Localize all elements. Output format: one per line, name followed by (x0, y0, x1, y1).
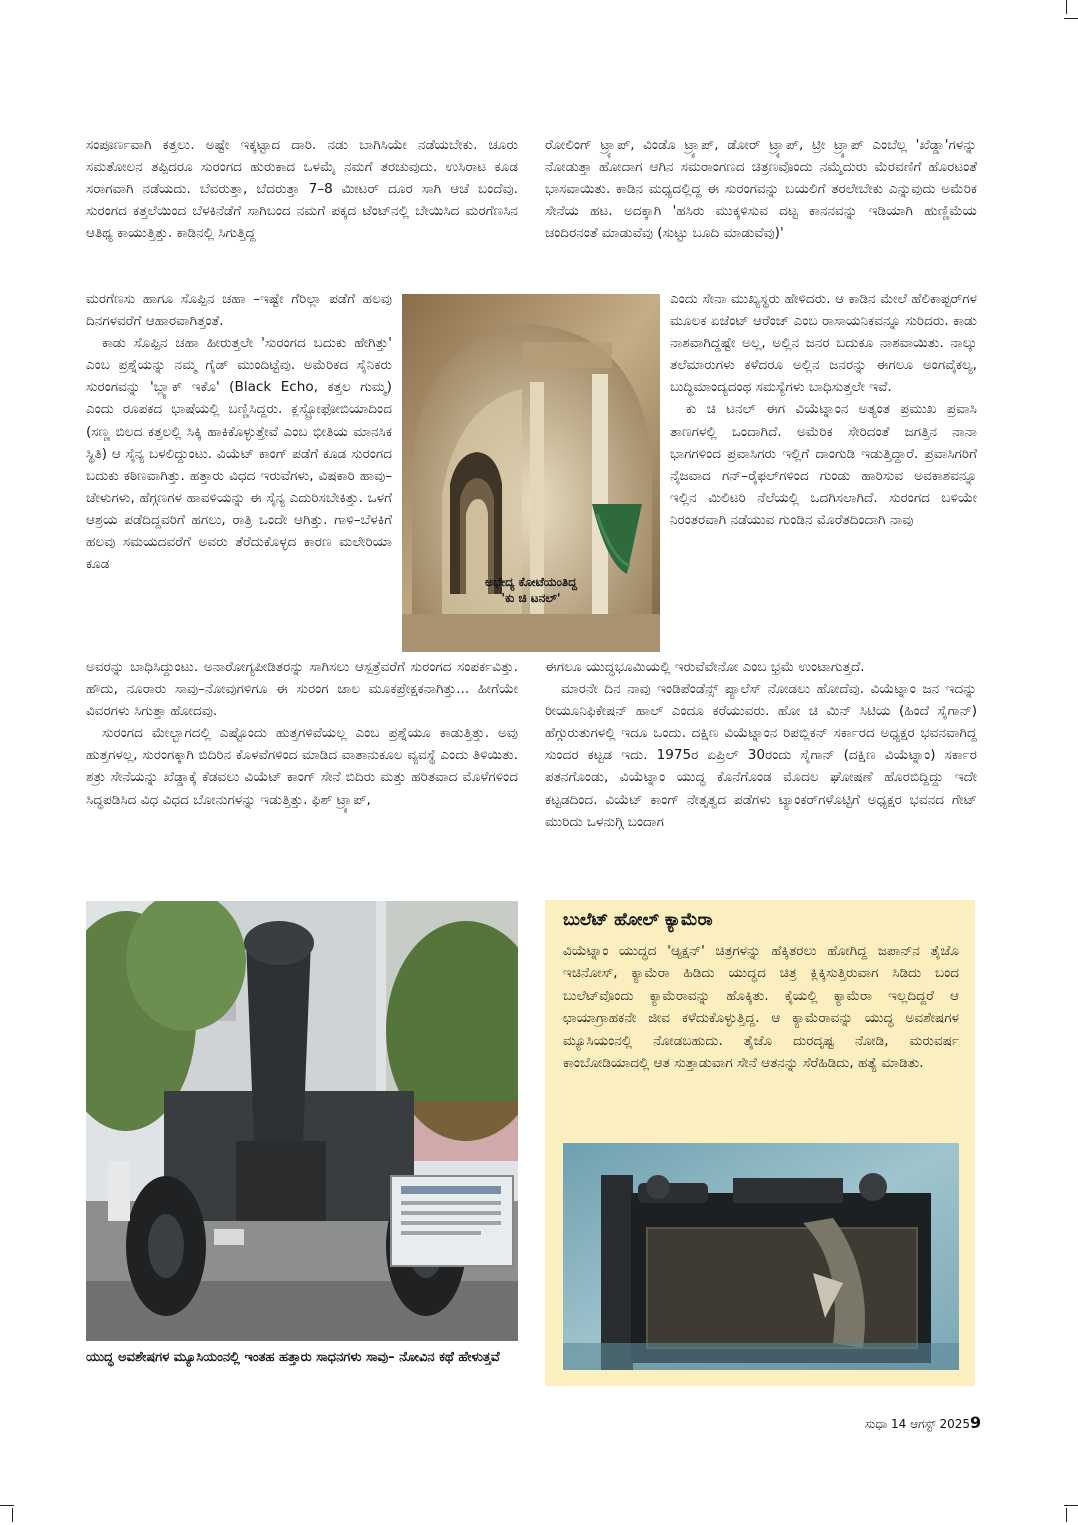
paragraph: ಮಾರನೇ ದಿನ ನಾವು ಇಂಡಿಪೆಂಡೆನ್ಸ್ ಪ್ಯಾಲೆಸ್ ನೋಡಲು ಹೋದೆವು. ವಿಯೆಟ್ನಾಂ ಜನ ಇದನ್ನು ರೀಯೂನಿಫಿಕೇಷನ್ ಹಾಲ್ ಎಂದೂ ಕರೆಯುವರು. ಹೋ ಚಿ ಮಿನ್ ಸಿಟಿಯ (ಹಿಂದೆ ಸೈಗಾನ್) ಹೆಗ್ಗುರುತುಗಳಲ್ಲಿ ಇದೂ ಒಂದು. ದಕ್ಷಿಣ ವಿಯೆಟ್ನಾಂನ ರಿಪಬ್ಲಿಕನ್ ಸರ್ಕಾರದ ಅಧ್ಯಕ್ಷರ ಭವನವಾಗಿದ್ದ ಸುಂದರ ಕಟ್ಟಡ ಇದು. 1975ರ ಏಪ್ರಿಲ್ 30ರಂದು ಸೈಗಾನ್ (ದಕ್ಷಿಣ ವಿಯೆಟ್ನಾಂ) ಸರ್ಕಾರ ಪತನಗೊಂಡು, ವಿಯೆಟ್ನಾಂ ಯುದ್ಧ ಕೊನೆಗೊಂಡ ಮೊದಲ ಘೋಷಣೆ ಹೊರಬಿದ್ದಿದ್ದು ಇದೇ ಕಟ್ಟಡದಿಂದ. ವಿಯೆಟ್ ಕಾಂಗ್ ನೇತೃತ್ವದ ಪಡೆಗಳು ಟ್ಯಾಂಕರ್‌ಗಳೊಟ್ಟಿಗೆ ಅಧ್ಯಕ್ಷರ ಭವನದ ಗೇಟ್ ಮುರಿದು ಒಳನುಗ್ಗಿ ಬಂದಾಗ (545, 681, 977, 830)
right-column-top (545, 134, 977, 244)
crop-mark (1064, 1505, 1078, 1506)
left-column-bottom (86, 656, 518, 811)
crop-mark (1066, 1508, 1067, 1522)
caption-line: ಅಭೇದ್ಯ ಕೋಟೆಯಂತಿದ್ದ (485, 575, 577, 589)
paragraph: ಮರಗೆಣಸು ಹಾಗೂ ಸೊಪ್ಪಿನ ಚಹಾ –ಇಷ್ಟೇ ಗೆರಿಲ್ಲಾ ಪಡೆಗೆ ಹಲವು ದಿನಗಳವರೆಗೆ ಆಹಾರವಾಗಿತ್ತಂತೆ. (86, 291, 392, 330)
camera-photo (563, 1143, 959, 1370)
right-column-bottom (545, 656, 977, 833)
page-number: 9 (970, 1413, 982, 1432)
bullet-hole-camera-sidebar (545, 900, 975, 1386)
paragraph: ಎಂದು ಸೇನಾ ಮುಖ್ಯಸ್ಥರು ಹೇಳಿದರು. ಆ ಕಾಡಿನ ಮೇಲೆ ಹೆಲಿಕಾಪ್ಟರ್‌ಗಳ ಮೂಲಕ ಏಜೆಂಟ್ ಆರೆಂಜ್ ಎಂಬ ರಾಸಾಯನಿಕವನ್ನೂ ಸುರಿದರು. ಕಾಡು ನಾಶವಾಗಿದ್ದಷ್ಟೇ ಅಲ್ಲ, ಅಲ್ಲಿನ ಜನರ ಬದುಕೂ ನಾಶವಾಯಿತು. ನಾಲ್ಕು ತಲೆಮಾರುಗಳು ಕಳೆದರೂ ಅಲ್ಲಿನ ಜನರನ್ನು ಈಗಲೂ ಅಂಗವೈಕಲ್ಯ, ಬುದ್ಧಿಮಾಂದ್ಯದಂಥ ಸಮಸ್ಯೆಗಳು ಬಾಧಿಸುತ್ತಲೇ ಇವೆ. (670, 291, 977, 396)
left-column-mid (86, 288, 392, 575)
caption-line: 'ಕು ಚಿ ಟನಲ್' (501, 591, 561, 605)
paragraph: ಈಗಲೂ ಯುದ್ಧಭೂಮಿಯಲ್ಲಿ ಇರುವೆವೇನೋ ಎಂಬ ಭ್ರಮೆ ಉಂಟಾಗುತ್ತದೆ. (545, 659, 865, 675)
camera-illustration (563, 1143, 959, 1370)
paragraph: ಕು ಚಿ ಟನಲ್ ಈಗ ವಿಯೆಟ್ನಾಂನ ಅತ್ಯಂತ ಪ್ರಮುಖ ಪ್ರವಾಸಿ ತಾಣಗಳಲ್ಲಿ ಒಂದಾಗಿದೆ. ಅಮೆರಿಕ ಸೇರಿದಂತೆ ಜಗತ್ತಿನ ನಾನಾ ಭಾಗಗಳಿಂದ ಪ್ರವಾಸಿಗರು ಇಲ್ಲಿಗೆ ದಾಂಗುಡಿ ಇಡುತ್ತಿದ್ದಾರೆ. ಪ್ರವಾಸಿಗರಿಗೆ ನೈಜವಾದ ಗನ್–ರೈಫಲ್‌ಗಳಿಂದ ಗುಂಡು ಹಾರಿಸುವ ಅವಕಾಶವನ್ನೂ ಇಲ್ಲಿನ ಮಿಲಿಟರಿ ನೆಲೆಯಲ್ಲಿ ಒದಗಿಸಲಾಗಿದೆ. ಸುರಂಗದ ಬಳಿಯೇ ನಿರಂತರವಾಗಿ ನಡೆಯುವ ಗುಂಡಿನ ಮೊರೆತದಿಂದಾಗಿ ನಾವು (670, 401, 977, 528)
sidebar-text: ವಿಯೆಟ್ನಾಂ ಯುದ್ಧದ 'ಆ್ಯಕ್ಷನ್' ಚಿತ್ರಗಳನ್ನು ಹೆಕ್ಕಿತರಲು ಹೋಗಿದ್ದ ಜಪಾನ್‌ನ ತೈಜೊ ಇಚಿನೋಸ್, ಕ್ಯಾಮೆರಾ ಹಿಡಿದು ಯುದ್ಧದ ಚಿತ್ರ ಕ್ಲಿಕ್ಕಿಸುತ್ತಿರುವಾಗ ಸಿಡಿದು ಬಂದ ಬುಲೆಟ್‌ವೊಂದು ಕ್ಯಾಮೆರಾವನ್ನು ಹೊಕ್ಕಿತು. ಕೈಯಲ್ಲಿ ಕ್ಯಾಮೆರಾ ಇಲ್ಲದಿದ್ದರೆ ಆ ಛಾಯಾಗ್ರಾಹಕನೇ ಜೀವ ಕಳೆದುಕೊಳ್ಳುತ್ತಿದ್ದ. ಆ ಕ್ಯಾಮೆರಾವನ್ನು ಯುದ್ಧ ಅವಶೇಷಗಳ ಮ್ಯೂಸಿಯಂನಲ್ಲಿ ನೋಡಬಹುದು. ತೈಜೊ ದುರದೃಷ್ಟ ನೋಡಿ, ಮರುವರ್ಷ ಕಾಂಬೋಡಿಯಾದಲ್ಲಿ ಆತ ಸುತ್ತಾಡುವಾಗ ಸೇನೆ ಆತನನ್ನು ಸೆರೆಹಿಡಿದು, ಹತ್ಯೆ ಮಾಡಿತು. (563, 943, 959, 1072)
left-column-top (86, 134, 518, 244)
artillery-photo-caption: ಯುದ್ಧ ಅವಶೇಷಗಳ ಮ್ಯೂಸಿಯಂನಲ್ಲಿ ಇಂತಹ ಹತ್ತಾರು ಸಾಧನಗಳು ಸಾವು– ನೋವಿನ ಕಥೆ ಹೇಳುತ್ತವೆ (86, 1350, 500, 1365)
tunnel-photo (402, 294, 660, 652)
howitzer-illustration (86, 901, 518, 1341)
paragraph: ರೋಲಿಂಗ್ ಟ್ರ್ಯಾಪ್, ವಿಂಡೊ ಟ್ರ್ಯಾಪ್, ಡೋರ್ ಟ್ರ್ಯಾಪ್, ಟ್ರೀ ಟ್ರ್ಯಾಪ್ ಎಂಬೆಲ್ಲ 'ಖೆಡ್ಡಾ'ಗಳನ್ನು ನೋಡುತ್ತಾ ಹೋದಾಗ ಆಗಿನ ಸಮರಾಂಗಣದ ಚಿತ್ರಣವೊಂದು ನಮ್ಮೆದುರು ಮೆರವಣಿಗೆ ಹೊರಟಂತೆ ಭಾಸವಾಯಿತು. ಕಾಡಿನ ಮಧ್ಯದಲ್ಲಿದ್ದ ಈ ಸುರಂಗವನ್ನು ಬಯಲಿಗೆ ತರಲೇಬೇಕು ಎನ್ನುವುದು ಅಮೆರಿಕ ಸೇನೆಯ ಹಟ. ಅದಕ್ಕಾಗಿ 'ಹಸಿರು ಮುಕ್ಕಳಿಸುವ ದಟ್ಟ ಕಾನನವನ್ನು ಇಡಿಯಾಗಿ ಹುಣ್ಣಿಮೆಯ ಚಂದಿರನಂತೆ ಮಾಡುವೆವು (ಸುಟ್ಟು ಬೂದಿ ಮಾಡುವೆವು)' (545, 137, 977, 242)
magazine-footer: ಸುಧಾ 14 ಆಗಸ್ಟ್ 2025 (865, 1417, 970, 1431)
tunnel-photo-caption (402, 574, 660, 606)
paragraph: ಸಂಪೂರ್ಣವಾಗಿ ಕತ್ತಲು. ಅಷ್ಟೇ ಇಕ್ಕಟ್ಟಾದ ದಾರಿ. ನಡು ಬಾಗಿಸಿಯೇ ನಡೆಯಬೇಕು. ಚೂರು ಸಮತೋಲನ ತಪ್ಪಿದರೂ ಸುರಂಗದ ಹುರುಕಾದ ಒಳಮೈ ನಮಗೆ ತರಚುವುದು. ಉಸಿರಾಟ ಕೂಡ ಸರಾಗವಾಗಿ ನಡೆಯದು. ಬೆವರುತ್ತಾ, ಬೆದರುತ್ತಾ 7–8 ಮೀಟರ್ ದೂರ ಸಾಗಿ ಆಚೆ ಬಂದೆವು. ಸುರಂಗದ ಕತ್ತಲೆಯಿಂದ ಬೆಳಕಿನೆಡೆಗೆ ಸಾಗಿಬಂದ ನಮಗೆ ಪಕ್ಕದ ಟೆಂಟ್‌ನಲ್ಲಿ ಬೇಯಿಸಿದ ಮರಗೆಣಸಿನ ಆತಿಥ್ಯ ಕಾಯುತ್ತಿತ್ತು. ಕಾಡಿನಲ್ಲಿ ಸಿಗುತ್ತಿದ್ದ (86, 137, 518, 242)
paragraph: ಕಾಡು ಸೊಪ್ಪಿನ ಚಹಾ ಹೀರುತ್ತಲೇ 'ಸುರಂಗದ ಬದುಕು ಹೇಗಿತ್ತು' ಎಂಬ ಪ್ರಶ್ನೆಯನ್ನು ನಮ್ಮ ಗೈಡ್ ಮುಂದಿಟ್ಟೆವು. ಅಮೆರಿಕದ ಸೈನಿಕರು ಸುರಂಗವನ್ನು 'ಬ್ಲ್ಯಾಕ್ ಇಕೊ' (Black Echo, ಕತ್ತಲ ಗುಮ್ಮ) ಎಂದು ರೂಪಕದ ಭಾಷೆಯಲ್ಲಿ ಬಣ್ಣಿಸಿದ್ದರು. ಕ್ಲಸ್ಟ್ರೋಫೋಬಿಯಾದಿಂದ (ಸಣ್ಣ ಬಿಲದ ಕತ್ತಲಲ್ಲಿ ಸಿಕ್ಕಿ ಹಾಕಿಕೊಳ್ಳುತ್ತೇವೆ ಎಂಬ ಭೀತಿಯ ಮಾನಸಿಕ ಸ್ಥಿತಿ) ಆ ಸೈನ್ಯ ಬಳಲಿದ್ದುಂಟು. ವಿಯೆಟ್ ಕಾಂಗ್ ಪಡೆಗೆ ಕೂಡ ಸುರಂಗದ ಬದುಕು ಕಠಿಣವಾಗಿತ್ತು. ಹತ್ತಾರು ವಿಧದ ಇರುವೆಗಳು, ವಿಷಕಾರಿ ಹಾವು–ಚೇಳುಗಳು, ಹೆಗ್ಗಣಗಳ ಹಾವಳಿಯನ್ನು ಈ ಸೈನ್ಯ ಎದುರಿಸಬೇಕಿತ್ತು. ಒಳಗೆ ಆಶ್ರಯ ಪಡೆದಿದ್ದವರಿಗೆ ಹಗಲು, ರಾತ್ರಿ ಒಂದೇ ಆಗಿತ್ತು. ಗಾಳಿ–ಬೆಳಕಿಗೆ ಹಲವು ಸಮಯದವರೆಗೆ ಅವರು ತೆರೆದುಕೊಳ್ಳದ ಕಾರಣ ಮಲೇರಿಯಾ ಕೂಡ (86, 335, 392, 573)
paragraph: ಅವರನ್ನು ಬಾಧಿಸಿದ್ದುಂಟು. ಅನಾರೋಗ್ಯಪೀಡಿತರನ್ನು ಸಾಗಿಸಲು ಆಸ್ಪತ್ರೆವರೆಗೆ ಸುರಂಗದ ಸಂಪರ್ಕವಿತ್ತು. ಹೌದು, ನೂರಾರು ಸಾವು–ನೋವುಗಳಿಗೂ ಈ ಸುರಂಗ ಜಾಲ ಮೂಕಪ್ರೇಕ್ಷಕನಾಗಿತ್ತು... ಹೀಗೆಯೇ ವಿವರಗಳು ಸಿಗುತ್ತಾ ಹೋದವು. (86, 659, 518, 720)
crop-mark (1064, 18, 1078, 19)
right-column-mid (670, 288, 977, 531)
sidebar-title: ಬುಲೆಟ್ ಹೋಲ್ ಕ್ಯಾಮೆರಾ (563, 910, 713, 930)
paragraph: ಸುರಂಗದ ಮೇಲ್ಭಾಗದಲ್ಲಿ ಎಷ್ಟೊಂದು ಹುತ್ತಗಳಿವೆಯಲ್ಲ ಎಂಬ ಪ್ರಶ್ನೆಯೂ ಕಾಡುತ್ತಿತ್ತು. ಅವು ಹುತ್ತಗಳಲ್ಲ, ಸುರಂಗಕ್ಕಾಗಿ ಬಿದಿರಿನ ಕೊಳವೆಗಳಿಂದ ಮಾಡಿದ ವಾತಾನುಕೂಲ ವ್ಯವಸ್ಥೆ ಎಂದು ತಿಳಿಯಿತು. ಶತ್ರು ಸೇನೆಯನ್ನು ಖೆಡ್ಡಾಕ್ಕೆ ಕೆಡವಲು ವಿಯೆಟ್ ಕಾಂಗ್ ಸೇನೆ ಬಿದಿರು ಮತ್ತು ಹರಿತವಾದ ಮೊಳೆಗಳಿಂದ ಸಿದ್ಧಪಡಿಸಿದ ವಿಧ ವಿಧದ ಬೋನುಗಳನ್ನು ಇಡುತ್ತಿತ್ತು. ಫಿಶ್ ಟ್ರ್ಯಾಪ್, (86, 725, 518, 808)
crop-mark (12, 1508, 13, 1522)
crop-mark (0, 1505, 14, 1506)
artillery-photo (86, 901, 518, 1341)
crop-mark (1066, 0, 1067, 14)
